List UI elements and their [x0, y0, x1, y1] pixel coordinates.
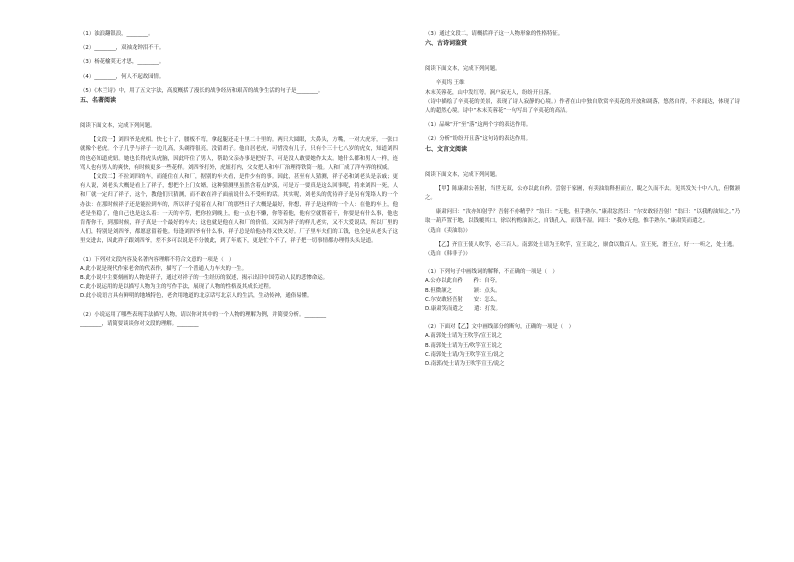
section-heading-5: 五、名著阅读: [80, 97, 117, 105]
novel-option-c: C.此小说运用的是以描写人物为主的写作手法，展现了人物的性格及其成长过程。: [80, 284, 275, 291]
poem-text: 辛夷坞 王维 木末芙蓉花，山中发红萼。涧户寂无人，纷纷开且落。 （诗中描绘了辛夷花的美景，表现了诗人寂静的心境。）作者在山中独自欣赏辛夷花的开放和凋落，悠然自得，不求闻达，体现了诗人的超然心境。诗中“木末芙蓉花”一句写出了辛夷花的高洁。: [425, 80, 740, 115]
right-column: [425, 30, 740, 369]
poem-fill-q5: （5）《木兰诗》中，用了五文字法，高度概括了漫长的战争经历和艰苦的战争生活的句子是________。: [80, 87, 324, 94]
classical-passage-a-continued: 康肃问曰：“汝亦知射乎？吾射不亦精乎？”翁曰：“无他，但手熟尔。”康肃忿然曰：“尔安敢轻吾射！”翁曰：“以我酌油知之。”乃取一葫芦置于地，以钱覆其口，徐以杓酌油沥之，自钱孔入，而钱不湿。因曰：“我亦无他，惟手熟尔。”康肃笑而遣之。: [425, 209, 740, 225]
classical-passage-b: 【乙】齐宣王使人吹竽，必三百人。南郭处士请为王吹竽，宣王说之，廪食以数百人。宣王死，湣王立，好一一听之，处士逃。: [435, 241, 738, 248]
poem-fill-q2: （2）________，双袖龙钟泪不干。: [80, 45, 165, 52]
section-heading-6: 六、古诗词鉴赏: [425, 40, 468, 48]
classical-q1-option-d: D.康肃笑而遣之 遣：打发。: [425, 306, 501, 313]
novel-question-2-line-2: ________，请简要谈谈你对文段的理解。________: [80, 320, 199, 327]
classical-question-2: （2）下面对【乙】文中画线部分的断句，正确的一项是（ ）: [425, 324, 574, 331]
classical-question-1: （1）下列句子中画线词的解释，不正确的一项是（ ）: [425, 269, 558, 276]
reading-instruction: 阅读下面文本，完成下列问题。: [80, 123, 156, 130]
classical-q1-option-b: B.但微颔之 颔：点头。: [425, 287, 501, 294]
novel-passage-1: 【文段一】刘四爷是虎相。快七十了，腰板不弯，拿起腿还走十里二十里的。两只大圆眼，大鼻头，方嘴，一对大虎牙，一张口就像个老虎。个子几乎与祥子一边儿高，头剃得很亮，没留胡子。他自居老虎，可惜没有儿子，只有个三十七八岁的虎女，知道刘四的也必知道虎妞。她也长得虎头虎脑，因此吓住了男人，帮助父亲办事是把好手，可是没人敢要她作太太。她什么都和男人一样，连骂人也有男人的爽快，有时候更多一些花样。刘四爷打外，虎妞打内，父女把人和车厂治理得铁筒一般。人和厂成了洋车界的权威。: [80, 137, 398, 171]
classical-q2-option-d: D.南郭/处士请为王吹竽宣王/说之: [425, 361, 505, 368]
novel-question-1: （1）下列对文段内容及名著内容理解不符合文意的一项是（ ）: [80, 256, 235, 263]
classical-instruction: 阅读下面文本，完成下列问题。: [425, 171, 501, 178]
novel-option-b: B.此小说中主要刻画的人物是祥子，通过对祥子的一生经历的叙述，揭示出旧中国劳动人民的悲惨命运。: [80, 275, 328, 282]
poem-fill-q4: （4）________，何人不起故园情。: [80, 73, 165, 80]
classical-passage-a: 【甲】陈康肃公善射，当世无双，公亦以此自矜。尝射于家圃，有卖油翁释担而立，睨之久而不去。见其发矢十中八九，但微颔之。: [425, 185, 740, 202]
poem-fill-q3: （3）杨花榆荚无才思，________。: [80, 59, 165, 66]
section-heading-7: 七、文言文阅读: [425, 145, 468, 153]
classical-q2-option-a: A.南郭处士请为王吹竽/宣王说之: [425, 333, 503, 340]
classical-source-a: （选自《卖油翁》）: [425, 227, 471, 234]
novel-passage-2: 【文段二】不拉刘四的车，而能住在人和厂，据别的车夫看，是件少有的事。因此，甚至有人猜测，祥子必和刘老头是亲戚；更有人说，刘老头大概是看上了祥子，想把个上门女婿，这种猜测里虽然含着点妒羡，可是万一要真是这么回事呢，将来刘四一死，人和厂就一定归了祥子，这个，教他们只猜测，而不敢在祥子面前说什么不受听的话。其实呢，刘老头的优待祥子是另有笼络人的一个办法：在那时候祥子还是能拉到车的，所以祥子觉着在人和厂的那些日子大概是最好，你想，祥子是这样的一个人：在他的车上，他老是坐稳了，他自己也是这么着：一天的辛劳，把你拉到晚上，他一点也不懒，你等着他，他有空就帮着干，你要是有什么事，他也肯帮你干，到那时候，祥子真是一个最好的车夫；这也就是他在人和厂的价值。又因为祥子的样儿老实，又不大爱说话，所以厂里的人们，特别是刘四爷，都愿意留着他。每逢刘四爷有什么事，祥子总是给他办得又快又好。厂子里车夫们的工钱，也全是从老头子这里交进去，因此祥子跟刘四爷，差不多可以说是不分彼此，到了年底下，更是忙个不了，祥子把一切事情都办理得头头是道。: [80, 174, 398, 245]
novel-question-2-line-1: （2）小说运用了哪些表现手法描写人物，请以你对其中的一个人物的理解为例，并简要分析。________: [80, 311, 327, 318]
poem-question-2: （2）分析“纷纷开且落”这句诗的表达作用。: [425, 136, 532, 143]
classical-q2-option-c: C.南郭处士请/为王吹竽宣王/说之: [425, 351, 505, 358]
classical-source-b: （选自《韩非子》）: [425, 251, 471, 258]
classical-q1-option-c: C.尔安敢轻吾射 安：怎么。: [425, 296, 501, 303]
poem-question-1: （1）品味“开”至“落”这两个字的表达作用。: [425, 122, 532, 129]
poem-fill-q1: （1）浊浪翻银浪，________。: [80, 31, 154, 37]
left-column: [80, 30, 398, 329]
novel-question-3: （3）通过文段二，请概括祥子这一人物形象的性格特征。: [425, 31, 564, 37]
novel-option-d: D.此小说语言具有鲜明的地域特色，老舍用地道的北京话写北京人的生活，生动传神，通俗易懂。: [80, 293, 313, 300]
classical-q2-option-b: B.南郭处士请为王/吹竽宣王说之: [425, 342, 503, 349]
classical-q1-option-a: A.公亦以此自矜 矜：自夸。: [425, 278, 501, 285]
poem-instruction: 阅读下面文本，完成下列问题。: [425, 66, 501, 73]
novel-option-a: A.此小说是现代作家老舍的代表作，描写了一个普通人力车夫的一生。: [80, 265, 248, 272]
